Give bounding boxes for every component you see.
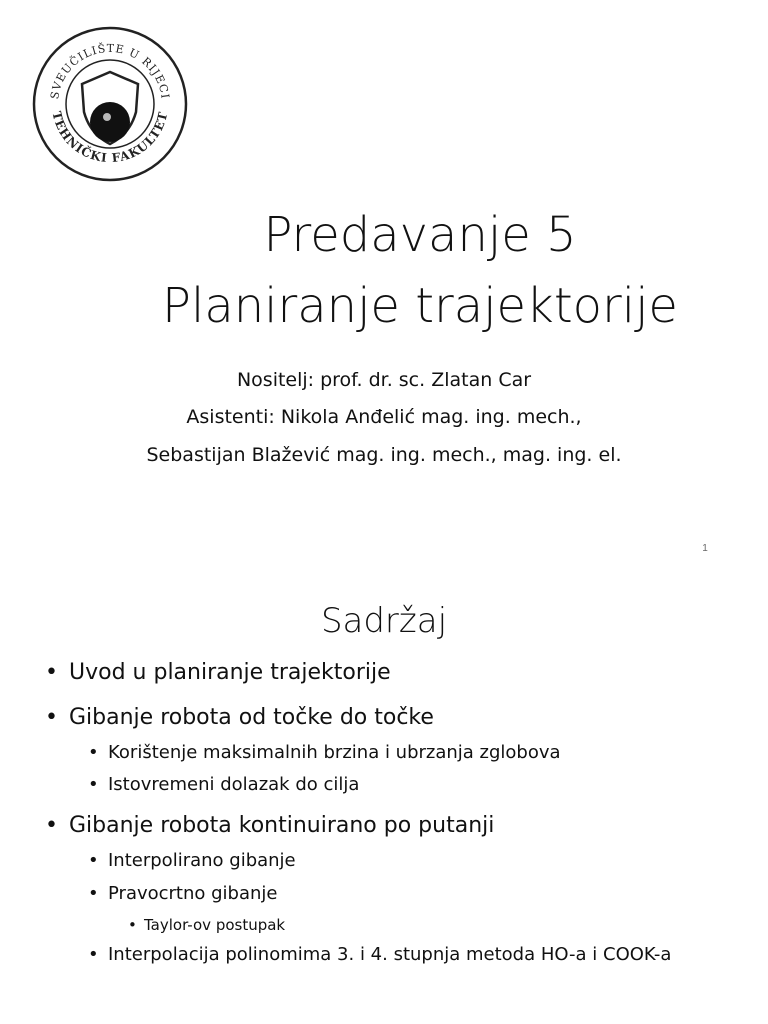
university-seal-logo <box>30 24 190 184</box>
list-item: • Gibanje robota kontinuirano po putanji <box>45 811 494 841</box>
contents-title: Sadržaj <box>320 601 448 641</box>
list-item: • Korištenje maksimalnih brzina i ubrzanja zglobova <box>88 740 561 766</box>
bullet-icon: • <box>45 660 58 685</box>
list-item: • Gibanje robota od točke do točke <box>45 703 434 733</box>
list-item: • Uvod u planiranje trajektorije <box>45 658 391 688</box>
assistant-line-2: Sebastijan Blažević mag. ing. mech., mag. ing. el. <box>146 444 622 466</box>
bullet-icon: • <box>128 916 137 934</box>
page-number: 1 <box>702 543 708 554</box>
list-item: • Interpolacija polinomima 3. i 4. stupnja metoda HO-a i COOK-a <box>88 942 698 968</box>
list-item: • Pravocrtno gibanje <box>88 881 278 907</box>
bullet-icon: • <box>88 850 99 871</box>
bullet-icon: • <box>45 813 58 838</box>
lecturer-line: Nositelj: prof. dr. sc. Zlatan Car <box>236 369 532 391</box>
lecture-topic-title: Planiranje trajektorije <box>162 278 678 334</box>
svg-text:SVEUČILIŠTE U RIJECI <box>48 41 172 100</box>
bullet-icon: • <box>88 774 99 795</box>
seal-text-bottom: TEHNIČKI FAKULTET <box>49 109 171 166</box>
list-item: • Taylor-ov postupak <box>128 916 286 934</box>
lecture-number-title: Predavanje 5 <box>263 207 577 263</box>
list-item: • Istovremeni dolazak do cilja <box>88 772 359 798</box>
assistant-line-1: Asistenti: Nikola Anđelić mag. ing. mech., <box>186 406 582 428</box>
list-item: • Interpolirano gibanje <box>88 848 296 874</box>
bullet-icon: • <box>88 883 99 904</box>
bullet-icon: • <box>88 944 99 965</box>
bullet-icon: • <box>45 705 58 730</box>
bullet-icon: • <box>88 742 99 763</box>
seal-text-top: SVEUČILIŠTE U RIJECI <box>48 41 172 101</box>
